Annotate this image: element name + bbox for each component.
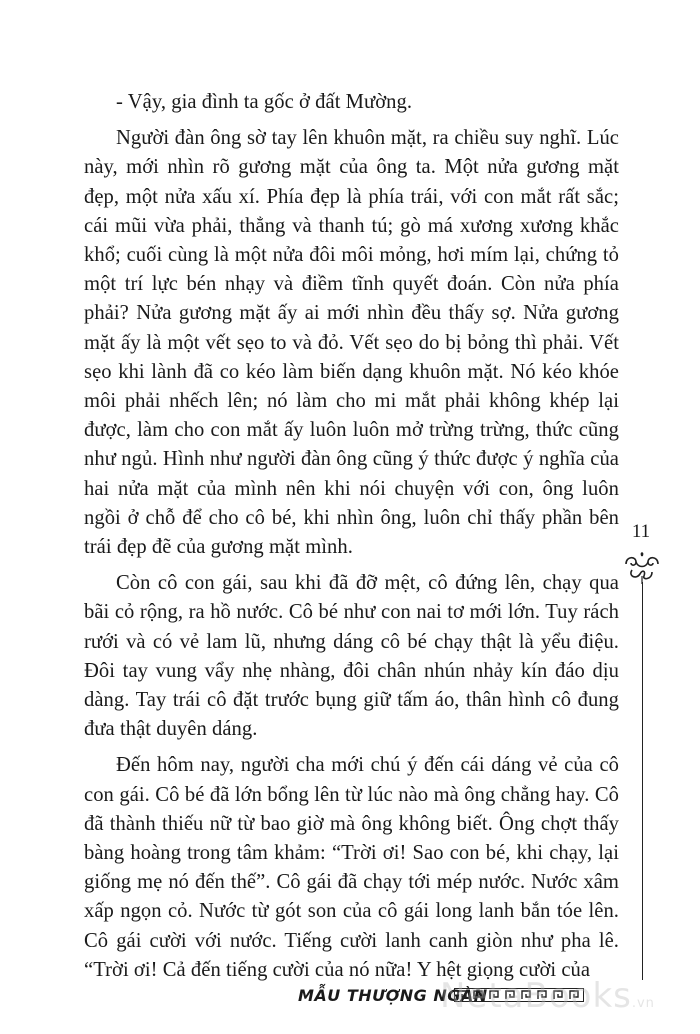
vertical-rule [642, 582, 643, 980]
paragraph-1: - Vậy, gia đình ta gốc ở đất Mường. [116, 91, 413, 113]
watermark-text: NetaBooks [440, 976, 632, 1016]
cloud-ornament-icon [622, 550, 662, 584]
book-title: MẪU THƯỢNG NGÀN [298, 986, 488, 1005]
paragraph-4: Đến hôm nay, người cha mới chú ý đến cái dáng vẻ của cô con gái. Cô bé đã lớn bổng lên từ lúc nào mà ông chẳng hay. Cô đã thành thiếu nữ từ bao giờ mà ông không biết. Ông chợt thấy bàng hoàng trong tâm khảm: “Trời ơi! Sao con bé, khi chạy, lại giống mẹ nó đến thế”. Cô gái đã chạy tới mép nước. Nước xâm xấp ngọn cỏ. Nước từ gót son của cô gái long lanh bắn tóe lên. Cô gái cười với nước. Tiếng cười lanh canh giòn như pha lê. “Trời ơi! Cả đến tiếng cười của nó nữa! Y hệt giọng cười của [84, 754, 619, 981]
page-number: 11 [631, 521, 651, 542]
watermark [440, 976, 655, 1016]
paragraph-2: Người đàn ông sờ tay lên khuôn mặt, ra chiều suy nghĩ. Lúc này, mới nhìn rõ gương mặt của ông ta. Một nửa gương mặt đẹp, một nửa xấu xí. Phía đẹp là phía trái, với con mắt rất sắc; cái mũi vừa phải, thẳng và thanh tú; gò má xương xương khắc khổ; cuối cùng là một nửa đôi môi mỏng, hơi mím lại, chứng tỏ một trí lực bén nhạy và điềm tĩnh quyết đoán. Còn nửa phía phải? Nửa gương mặt ấy ai mới nhìn đều thấy sợ. Nửa gương mặt ấy là một vết sẹo to và đỏ. Vết sẹo do bị bỏng thì phải. Vết sẹo khi lành đã co kéo làm biến dạng khuôn mặt. Nó kéo khóe môi phải nhếch lên; nó làm cho mi mắt phải không khép lại được, làm cho con mắt ấy luôn luôn mở trừng trừng, thức cũng như ngủ. Hình như người đàn ông cũng ý thức được ý nghĩa của hai nửa mặt của mình nên khi nói chuyện với con, ông luôn ngồi ở chỗ để cho cô bé, khi nhìn ông, luôn chỉ thấy phần bên trái đẹp đẽ của gương mặt mình. [84, 127, 619, 559]
body-text [84, 88, 619, 992]
paragraph-3: Còn cô con gái, sau khi đã đỡ mệt, cô đứng lên, chạy qua bãi cỏ rộng, ra hồ nước. Cô bé như con nai tơ mới lớn. Tuy rách rưới và có vẻ lam lũ, nhưng dáng cô bé chạy thật là yểu điệu. Đôi tay vung vẩy nhẹ nhàng, đôi chân nhún nhảy kín đáo dịu dàng. Tay trái cô đặt trước bụng giữ tấm áo, thân hình cô đung đưa thật duyên dáng. [84, 572, 619, 741]
watermark-suffix: .vn [631, 996, 655, 1011]
